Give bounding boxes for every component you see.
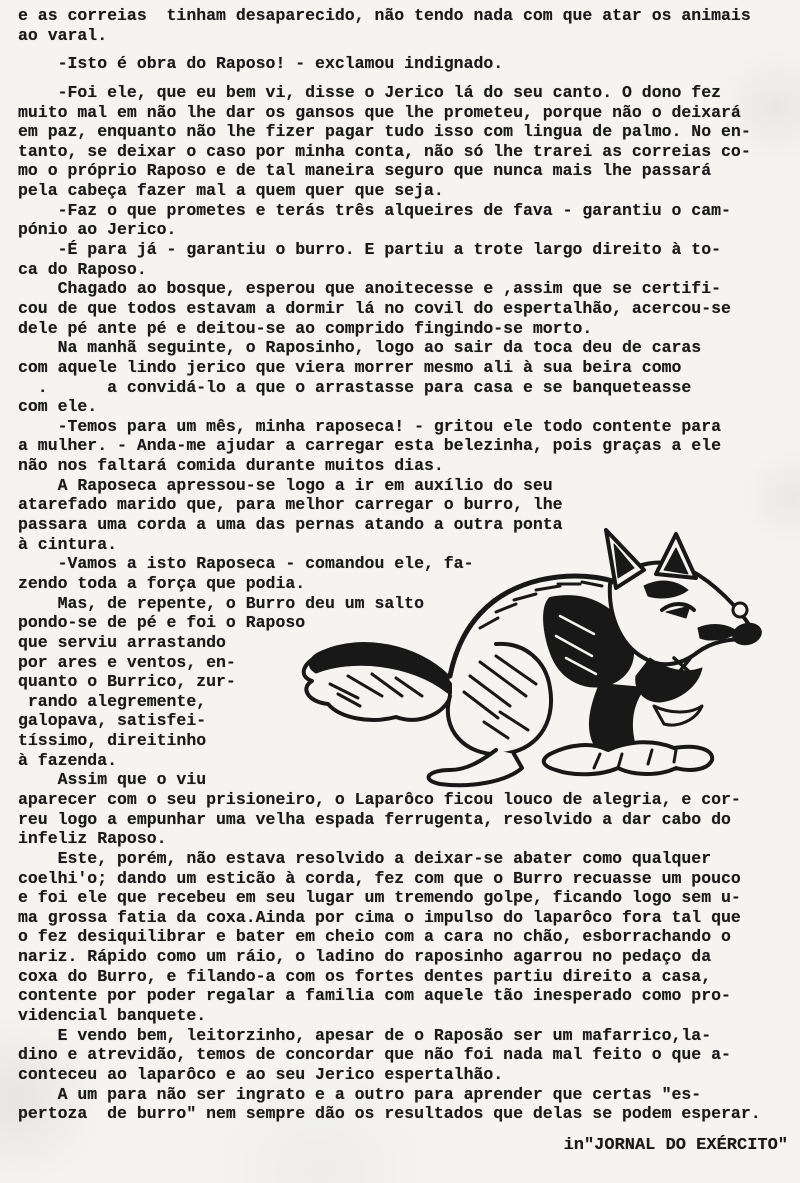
text-line: tanto, se deixar o caso por minha conta, não só lhe trarei as correias co- bbox=[18, 141, 751, 161]
fox-front-paws bbox=[544, 742, 712, 774]
text-line: conteceu ao laparôco e ao seu Jerico espertalhão. bbox=[18, 1064, 504, 1084]
text-line: rando alegremente, bbox=[18, 691, 207, 711]
text-line: Na manhã seguinte, o Raposinho, logo ao sair da toca deu de caras bbox=[18, 338, 702, 358]
text-line: passara uma corda a uma das pernas atando a outra ponta bbox=[18, 515, 563, 535]
text-line: galopava, satisfei- bbox=[18, 711, 207, 731]
text-line: ao varal. bbox=[18, 25, 108, 45]
text-line: ca do Raposo. bbox=[18, 259, 147, 279]
text-line: coxa do Burro, e filando-a com os fortes dentes partiu direito a casa, bbox=[18, 966, 712, 986]
text-line: que serviu arrastando bbox=[18, 632, 226, 652]
text-line: quanto o Burrico, zur- bbox=[18, 672, 236, 692]
text-line: E vendo bem, leitorzinho, apesar de o Raposão ser um mafarrico,la- bbox=[18, 1025, 712, 1045]
text-line: e as correias tinham desaparecido, não tendo nada com que atar os animais bbox=[18, 6, 751, 25]
text-line: pela cabeça fazer mal a quem quer que seja. bbox=[18, 181, 444, 201]
text-line: -Vamos a isto Raposeca - comandou ele, fa- bbox=[18, 554, 474, 574]
fox-tail bbox=[304, 644, 450, 720]
text-line: A um para não ser ingrato e a outro para aprender que certas "es- bbox=[18, 1084, 702, 1104]
text-line: cou de que todos estavam a dormir lá no covil do espertalhão, acercou-se bbox=[18, 298, 731, 318]
text-line: pertoza de burro" nem sempre dão os resultados que delas se podem esperar. bbox=[18, 1104, 761, 1124]
text-line: -Faz o que prometes e terás três alqueires de fava - garantiu o cam- bbox=[18, 200, 731, 220]
text-line: não nos faltará comida durante muitos dias. bbox=[18, 456, 444, 476]
fox-chest bbox=[590, 684, 644, 750]
fox-hind-leg bbox=[429, 644, 552, 785]
text-line: por ares e ventos, en- bbox=[18, 652, 236, 672]
text-line: Mas, de repente, o Burro deu um salto bbox=[18, 593, 424, 613]
text-line: à fazenda. bbox=[18, 750, 118, 770]
text-line: Chagado ao bosque, esperou que anoitecesse e ,assim que se certifi- bbox=[18, 279, 722, 299]
text-line: videncial banquete. bbox=[18, 1006, 207, 1026]
text-line: Este, porém, não estava resolvido a deixar-se abater como qualquer bbox=[18, 848, 712, 868]
text-line: e foi ele que recebeu em seu lugar um tremendo golpe, ficando logo sem u- bbox=[18, 888, 741, 908]
text-line: muito mal em não lhe dar os gansos que lhe prometeu, porque não o deixará bbox=[18, 102, 741, 122]
text-line: -Temos para um mês, minha raposeca! - gritou ele todo contente para bbox=[18, 416, 722, 436]
text-line: atarefado marido que, para melhor carregar o burro, lhe bbox=[18, 495, 563, 515]
source-credit: in"JORNAL DO EXÉRCITO" bbox=[563, 1136, 788, 1155]
text-line: aparecer com o seu prisioneiro, o Laparôco ficou louco de alegria, e cor- bbox=[18, 789, 741, 809]
fox-sketch-drawing bbox=[298, 516, 798, 808]
text-line: com aquele lindo jerico que viera morrer mesmo ali à sua beira como bbox=[18, 357, 682, 377]
text-line: dele pé ante pé e deitou-se ao comprido fingindo-se morto. bbox=[18, 318, 593, 338]
text-line: zendo toda a força que podia. bbox=[18, 573, 306, 593]
text-line: infeliz Raposo. bbox=[18, 829, 167, 849]
text-line: com ele. bbox=[18, 397, 98, 417]
text-line: A Raposeca apressou-se logo a ir em auxílio do seu bbox=[18, 475, 553, 495]
text-line: mo o próprio Raposo e de tal maneira seguro que nunca mais lhe passará bbox=[18, 161, 712, 181]
text-line: dino e atrevidão, temos de concordar que não foi nada mal feito o que a- bbox=[18, 1045, 731, 1065]
text-line: nariz. Rápido como um ráio, o ladino do raposinho agarrou no pedaço da bbox=[18, 947, 712, 967]
text-line: ma grossa fatia da coxa.Ainda por cima o impulso do laparôco fora tal que bbox=[18, 907, 741, 927]
fox-illustration bbox=[298, 516, 798, 808]
text-line: pónio ao Jerico. bbox=[18, 220, 177, 240]
text-line: à cintura. bbox=[18, 534, 118, 554]
text-line: pondo-se de pé e foi o Raposo bbox=[18, 613, 306, 633]
text-line: Assim que o viu bbox=[18, 770, 207, 790]
text-line: . a convidá-lo a que o arrastasse para casa e se banqueteasse bbox=[18, 377, 692, 397]
text-line: coelhi'o; dando um esticão à corda, fez com que o Burro recuasse um pouco bbox=[18, 868, 741, 888]
text-line: a mulher. - Anda-me ajudar a carregar esta belezinha, pois graças a ele bbox=[18, 436, 722, 456]
text-line: tíssimo, direitinho bbox=[18, 731, 207, 751]
text-line: em paz, enquanto não lhe fizer pagar tudo isso com lingua de palmo. No en- bbox=[18, 122, 751, 142]
text-line: -Foi ele, que eu bem vi, disse o Jerico lá do seu canto. O dono fez bbox=[18, 82, 722, 102]
text-line: -Isto é obra do Raposo! - exclamou indignado. bbox=[18, 54, 504, 74]
text-line: o fez desiquilibrar e bater em cheio com a cara no chão, esborrachando o bbox=[18, 927, 731, 947]
text-line: contente por poder regalar a familia com aquele tão inesperado como pro- bbox=[18, 986, 731, 1006]
text-line: reu logo a empunhar uma velha espada ferrugenta, resolvido a dar cabo do bbox=[18, 809, 731, 829]
text-line: -É para já - garantiu o burro. E partiu a trote largo direito à to- bbox=[18, 240, 722, 260]
